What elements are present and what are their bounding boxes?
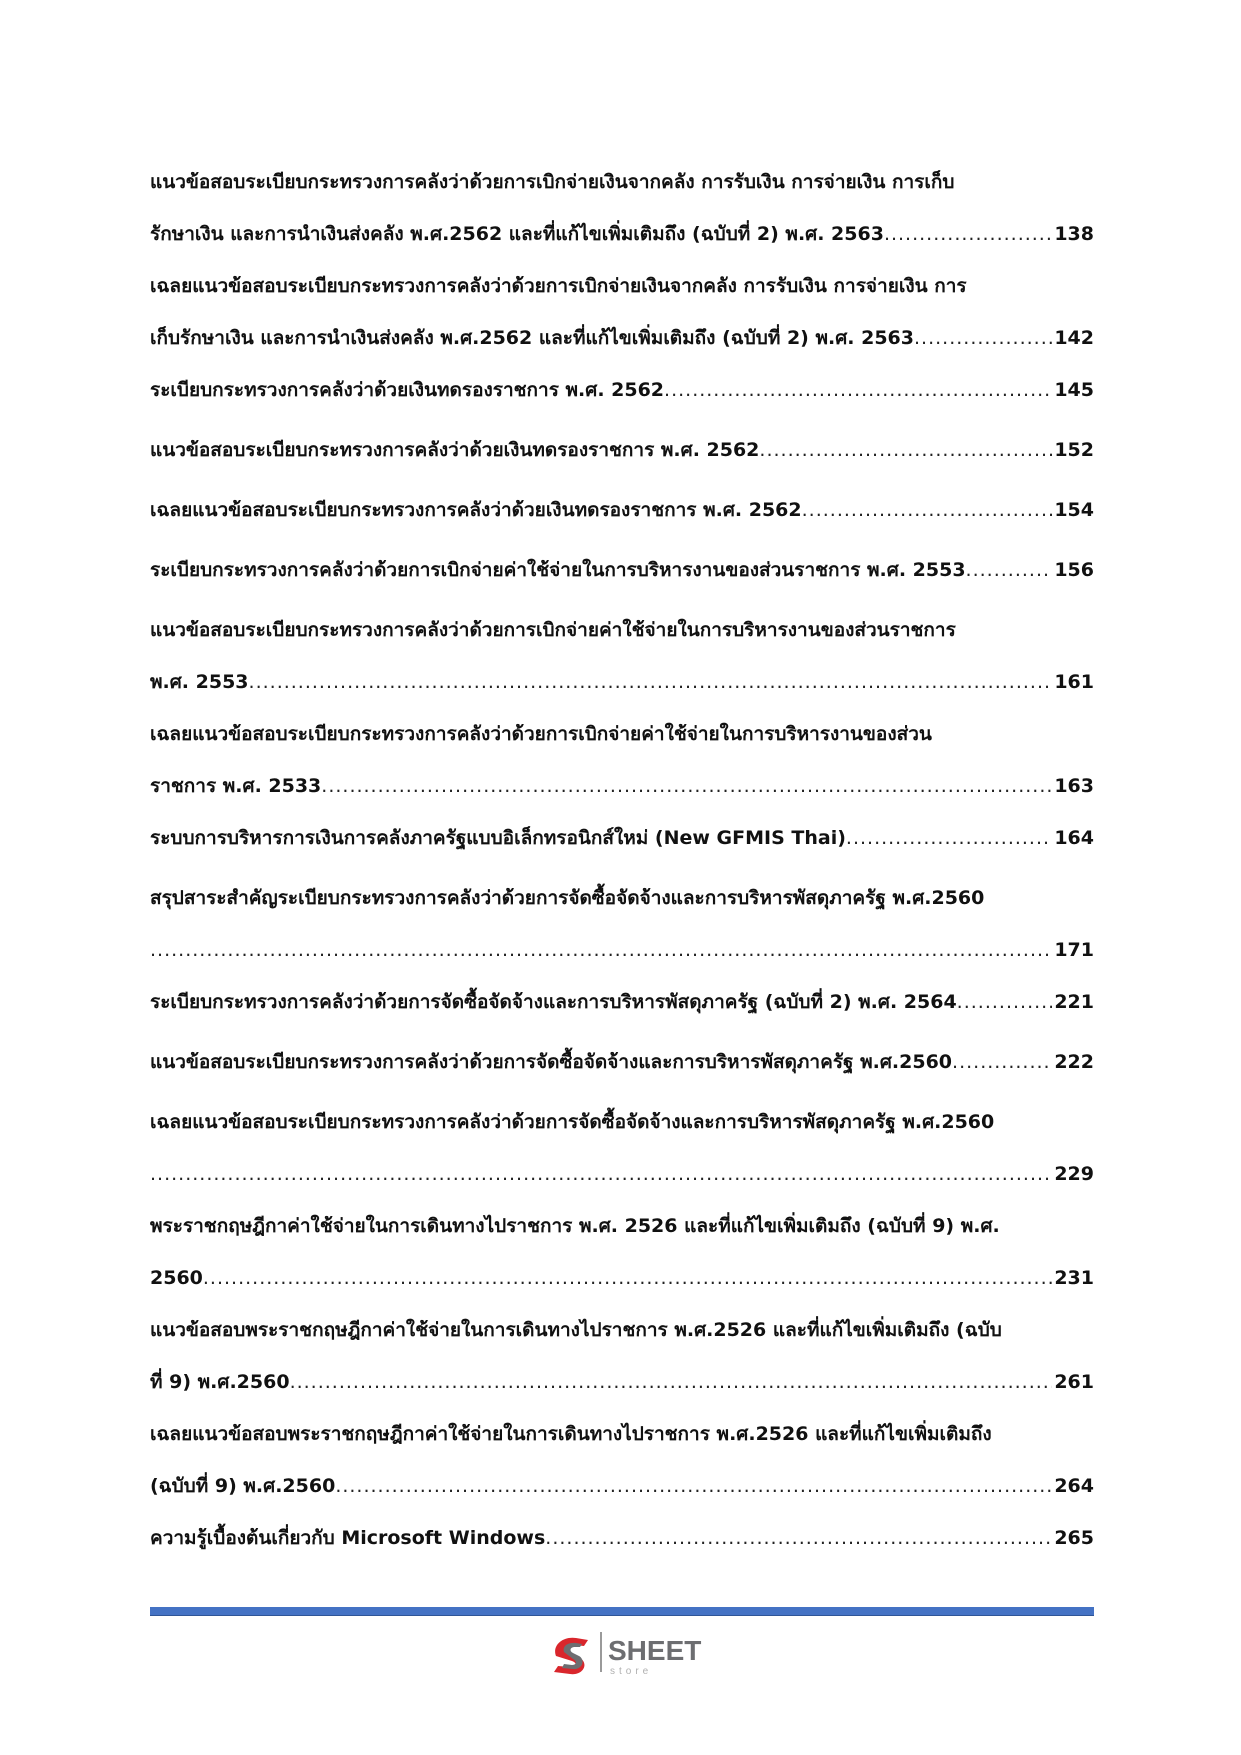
toc-entry[interactable] (150, 708, 1094, 812)
toc-page-number: 145 (1054, 379, 1094, 401)
sheet-store-logo (548, 1622, 728, 1682)
dot-leader (957, 976, 1053, 1029)
toc-entry-title-line2: เก็บรักษาเงิน และการนำเงินส่งคลัง พ.ศ.2562 และที่แก้ไขเพิ่มเติมถึง (ฉบับที่ 2) พ.ศ. 2563 (150, 327, 914, 349)
toc-entry[interactable] (150, 364, 1094, 424)
dot-leader (150, 924, 1052, 976)
toc-entry-title: แนวข้อสอบระเบียบกระทรวงการคลังว่าด้วยเงินทดรองราชการ พ.ศ. 2562 (150, 439, 760, 461)
toc-entry[interactable] (150, 1408, 1094, 1512)
dot-leader (290, 1356, 1053, 1408)
toc-entry[interactable] (150, 1036, 1094, 1096)
toc-page-number: 154 (1054, 499, 1094, 521)
toc-page-number: 222 (1054, 1051, 1094, 1073)
footer-divider (150, 1607, 1094, 1616)
dot-leader (966, 544, 1053, 597)
toc-entry-title-line1: แนวข้อสอบระเบียบกระทรวงการคลังว่าด้วยการเบิกจ่ายค่าใช้จ่ายในการบริหารงานของส่วนราชการ (150, 619, 956, 641)
toc-entry[interactable] (150, 424, 1094, 484)
toc-entry-title-line1: เฉลยแนวข้อสอบพระราชกฤษฎีกาค่าใช้จ่ายในการเดินทางไปราชการ พ.ศ.2526 และที่แก้ไขเพิ่มเติมถึง (150, 1423, 992, 1445)
toc-page-number: 138 (1054, 223, 1094, 245)
toc-page-number: 156 (1054, 559, 1094, 581)
toc-entry-title-line1: เฉลยแนวข้อสอบระเบียบกระทรวงการคลังว่าด้วยการเบิกจ่ายค่าใช้จ่ายในการบริหารงานของส่วน (150, 723, 932, 745)
toc-entry[interactable] (150, 1304, 1094, 1408)
toc-entry[interactable] (150, 812, 1094, 872)
dot-leader (884, 208, 1052, 260)
toc-page-number: 221 (1054, 991, 1094, 1013)
toc-entry[interactable] (150, 156, 1094, 260)
toc-page-number: 261 (1054, 1371, 1094, 1393)
toc-entry-title-line2: พ.ศ. 2553 (150, 671, 249, 693)
dot-leader (321, 760, 1052, 812)
dot-leader (545, 1512, 1052, 1565)
toc-entry[interactable] (150, 260, 1094, 364)
toc-page-number: 231 (1054, 1267, 1094, 1289)
dot-leader (952, 1036, 1052, 1089)
toc-entry[interactable] (150, 544, 1094, 604)
toc-page-number: 152 (1054, 439, 1094, 461)
logo-wordmark: SHEET (608, 1635, 702, 1666)
toc-entry-title: เฉลยแนวข้อสอบระเบียบกระทรวงการคลังว่าด้วยเงินทดรองราชการ พ.ศ. 2562 (150, 499, 802, 521)
toc-page-number: 171 (1054, 939, 1094, 961)
toc-page-number: 142 (1054, 327, 1094, 349)
dot-leader (802, 484, 1053, 537)
toc-entry[interactable] (150, 604, 1094, 708)
dot-leader (759, 424, 1052, 477)
toc-entry-title: ระเบียบกระทรวงการคลังว่าด้วยการเบิกจ่ายค่าใช้จ่ายในการบริหารงานของส่วนราชการ พ.ศ. 2553 (150, 559, 966, 581)
toc-entry-title-line1: เฉลยแนวข้อสอบระเบียบกระทรวงการคลังว่าด้วยการเบิกจ่ายเงินจากคลัง การรับเงิน การจ่ายเงิน การ (150, 275, 967, 297)
toc-entry[interactable] (150, 484, 1094, 544)
toc-entry-title: ระเบียบกระทรวงการคลังว่าด้วยการจัดซื้อจัดจ้างและการบริหารพัสดุภาครัฐ (ฉบับที่ 2) พ.ศ. 2564 (150, 991, 957, 1013)
dot-leader (664, 364, 1052, 417)
toc-page-number: 264 (1054, 1475, 1094, 1497)
toc-entry-title: ระบบการบริหารการเงินการคลังภาครัฐแบบอิเล็กทรอนิกส์ใหม่ (New GFMIS Thai) (150, 827, 846, 849)
dot-leader (846, 812, 1052, 865)
dot-leader (335, 1460, 1052, 1512)
toc-entry-title: ความรู้เบื้องต้นเกี่ยวกับ Microsoft Windows (150, 1527, 546, 1549)
dot-leader (203, 1252, 1052, 1304)
toc-page-number: 161 (1054, 671, 1094, 693)
dot-leader (914, 312, 1052, 364)
toc-entry-title: ระเบียบกระทรวงการคลังว่าด้วยเงินทดรองราชการ พ.ศ. 2562 (150, 379, 665, 401)
toc-entry[interactable] (150, 976, 1094, 1036)
toc-entry[interactable] (150, 1512, 1094, 1572)
toc-entry-title: แนวข้อสอบระเบียบกระทรวงการคลังว่าด้วยการจัดซื้อจัดจ้างและการบริหารพัสดุภาครัฐ พ.ศ.2560 (150, 1051, 953, 1073)
toc-entry-title-line2: ราชการ พ.ศ. 2533 (150, 775, 322, 797)
toc-page-number: 229 (1054, 1163, 1094, 1185)
toc-entry-title-line1: สรุปสาระสำคัญระเบียบกระทรวงการคลังว่าด้วยการจัดซื้อจัดจ้างและการบริหารพัสดุภาครัฐ พ.ศ.2560 (150, 887, 985, 909)
toc-entry-title-line1: แนวข้อสอบระเบียบกระทรวงการคลังว่าด้วยการเบิกจ่ายเงินจากคลัง การรับเงิน การจ่ายเงิน การเก็บ (150, 171, 955, 193)
sheet-store-logo-icon (548, 1622, 728, 1682)
dot-leader (249, 656, 1053, 708)
toc-entry-title-line1: พระราชกฤษฎีกาค่าใช้จ่ายในการเดินทางไปราชการ พ.ศ. 2526 และที่แก้ไขเพิ่มเติมถึง (ฉบับที่ 9) พ.ศ. (150, 1215, 1000, 1237)
toc-entry-title-line2: ที่ 9) พ.ศ.2560 (150, 1371, 290, 1393)
toc-page-number: 164 (1054, 827, 1094, 849)
toc-page-number: 163 (1054, 775, 1094, 797)
toc-entry[interactable] (150, 1096, 1094, 1200)
toc-entry-title-line1: เฉลยแนวข้อสอบระเบียบกระทรวงการคลังว่าด้วยการจัดซื้อจัดจ้างและการบริหารพัสดุภาครัฐ พ.ศ.2560 (150, 1111, 995, 1133)
logo-subtext: store (610, 1666, 653, 1677)
toc-entry-title-line1: แนวข้อสอบพระราชกฤษฎีกาค่าใช้จ่ายในการเดินทางไปราชการ พ.ศ.2526 และที่แก้ไขเพิ่มเติมถึง (ฉบับ (150, 1319, 1002, 1341)
toc-page-number: 265 (1054, 1527, 1094, 1549)
toc-entry-title-line2: รักษาเงิน และการนำเงินส่งคลัง พ.ศ.2562 และที่แก้ไขเพิ่มเติมถึง (ฉบับที่ 2) พ.ศ. 2563 (150, 223, 884, 245)
toc-entry-title-line2: (ฉบับที่ 9) พ.ศ.2560 (150, 1475, 336, 1497)
table-of-contents (150, 156, 1094, 1572)
toc-entry-title-line2: 2560 (150, 1267, 203, 1289)
toc-entry[interactable] (150, 872, 1094, 976)
toc-entry[interactable] (150, 1200, 1094, 1304)
logo-separator (600, 1632, 602, 1672)
dot-leader (150, 1148, 1052, 1200)
